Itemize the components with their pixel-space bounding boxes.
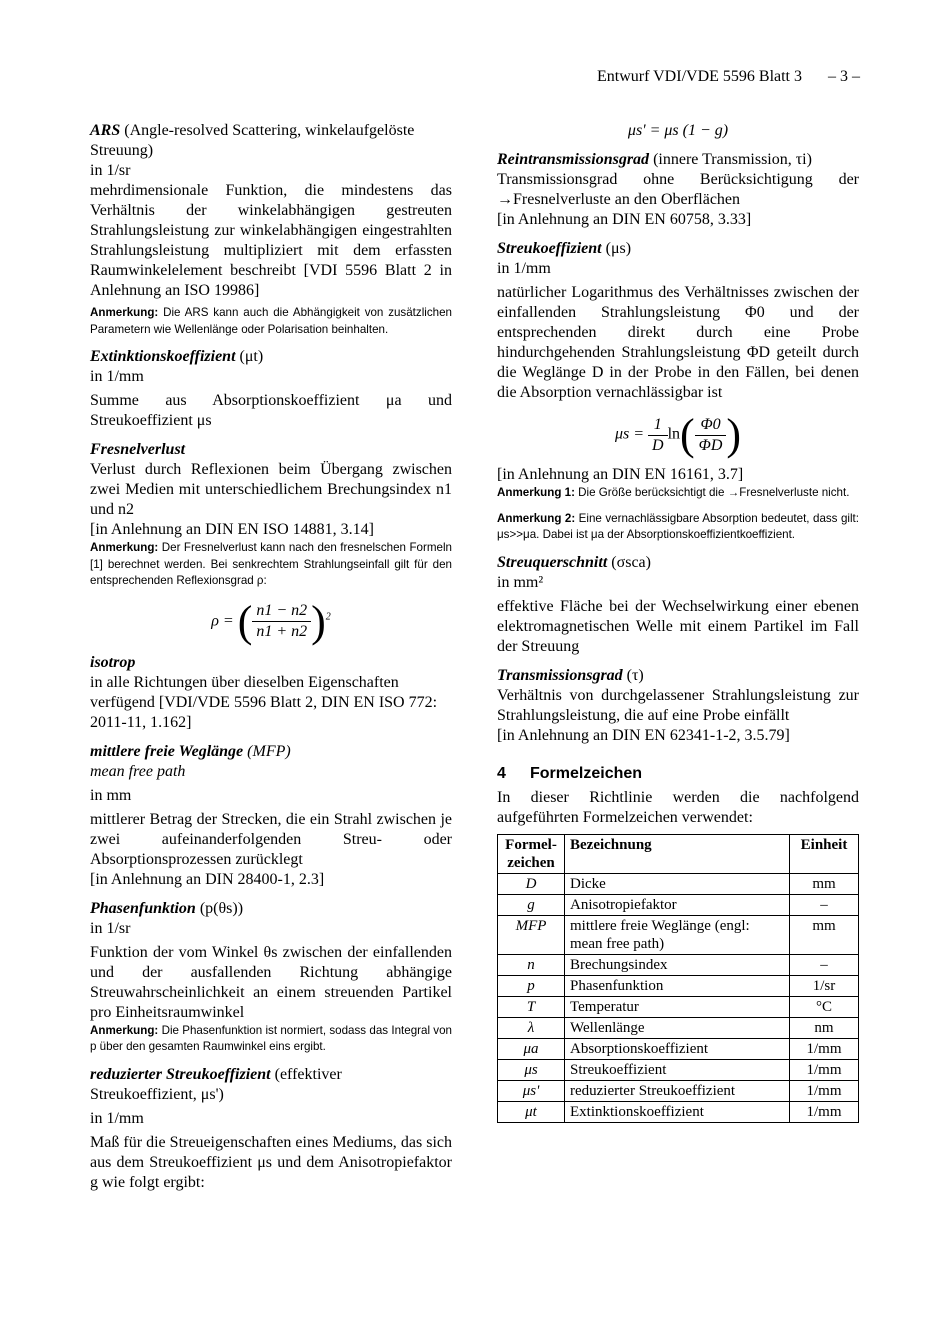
formula-num: n1 − n2: [252, 601, 311, 622]
extinction-unit: in 1/mm: [90, 368, 144, 385]
reduced-unit: in 1/mm: [90, 1109, 144, 1127]
ars-note: Anmerkung: Die ARS kann auch die Abhängigkeit von zusätzlichen Parametern wie Wellenlänge oder Polarisation beinhalten.: [90, 306, 452, 336]
formula-exp: 2: [325, 610, 331, 622]
reintrans-desc: (innere Transmission, τi): [649, 151, 812, 168]
entry-transmission: [497, 666, 859, 746]
formula-den: n1 + n2: [256, 623, 308, 640]
page-header: [597, 68, 860, 86]
entry-streukoeff: [497, 239, 859, 544]
formula-lhs: ρ =: [211, 612, 234, 630]
table-row: MFP mittlere freie Weglänge (engl: mean free path) mm: [498, 915, 859, 954]
mfp-ref: [in Anlehnung an DIN 28400-1, 2.3]: [90, 870, 325, 888]
entry-fresnel: [90, 440, 452, 644]
entry-extinction: [90, 347, 452, 431]
col-header-name: Bezeichnung: [565, 834, 790, 873]
isotrop-definition: in alle Richtungen über dieselben Eigenschaften verfügend [VDI/VDE 5596 Blatt 2, DIN EN ISO 772: 2011-11, 1.162]: [90, 673, 438, 731]
term-fresnel: Fresnelverlust: [90, 441, 186, 458]
table-row: λ Wellenlänge nm: [498, 1017, 859, 1038]
table-row: μt Extinktionskoeffizient 1/mm: [498, 1101, 859, 1122]
ars-unit: in 1/sr: [90, 162, 131, 179]
entry-reduced: [90, 1065, 452, 1193]
header-title: Entwurf VDI/VDE 5596 Blatt 3: [596, 68, 802, 85]
phase-note: Anmerkung: Die Phasenfunktion ist normiert, sodass das Integral von p über den gesamten Raumwinkel eins ergibt.: [90, 1023, 452, 1053]
entry-isotrop: [90, 653, 452, 733]
querschnitt-unit: in mm²: [497, 573, 544, 591]
reintrans-ref: [in Anlehnung an DIN EN 60758, 3.33]: [497, 211, 752, 228]
ars-definition: mehrdimensionale Funktion, die mindestens das Verhältnis der winkelabhängigen gestreuten Strahlungsleistung zur winkelabhängigen eingestrahlten Strahlungsleistung multipliziert mit dem erfassten Raumwinkelelement beschreibt [VDI 5596 Blatt 2 in Anlehnung an ISO 19986]: [90, 182, 452, 299]
fresnel-note: Anmerkung: Der Fresnelverlust kann nach den fresnelschen Formeln [1] berechnet werden. Bei senkrechtem Strahlungseinfall gilt für den entsprechenden Reflexionsgrad ρ:: [90, 541, 452, 587]
section-number: 4: [497, 764, 506, 782]
querschnitt-symbol: (σsca): [607, 553, 651, 571]
phase-symbol: (p(θs)): [195, 899, 244, 917]
col-header-symbol: Formel-zeichen: [498, 834, 565, 873]
reduced-definition: Maß für die Streueigenschaften eines Mediums, das sich aus dem Streukoeffizient μs und dem Anisotropiefaktor g wie folgt ergibt:: [90, 1133, 452, 1191]
entry-ars: [90, 121, 452, 338]
mfp-symbol: (MFP): [243, 742, 291, 760]
fresnel-definition: Verlust durch Reflexionen beim Übergang zwischen zwei Medien mit unterschiedlichem Brechungsindex n1 und n2: [90, 461, 452, 518]
term-transmission: Transmissionsgrad: [497, 666, 623, 684]
fresnel-ref: [in Anlehnung an DIN EN ISO 14881, 3.14]: [90, 521, 374, 538]
streukoeff-unit: in 1/mm: [497, 260, 551, 277]
transmission-ref: [in Anlehnung an DIN EN 62341-1-2, 3.5.79]: [497, 726, 790, 744]
page-number: – 3 –: [828, 68, 860, 85]
section-title: Formelzeichen: [530, 764, 643, 782]
entry-phase: [90, 899, 452, 1056]
streukoeff-note2: Anmerkung 2: Eine vernachlässigbare Absorption bedeutet, dass gilt: μs>>μa. Dabei ist μa der Absorptionskoeffizientkoeffizient.: [497, 511, 859, 541]
term-phase: Phasenfunktion: [90, 899, 196, 917]
term-querschnitt: Streuquerschnitt: [497, 553, 608, 571]
entry-reintrans: [497, 150, 859, 230]
streukoeff-definition: natürlicher Logarithmus des Verhältnisses zwischen der einfallenden Strahlungsleistung Φ0 und der entsprechenden direkt durch eine Probe hindurchgehenden Strahlungsleistung ΦD geteilt durch die Weglänge D in der Probe in den Fällen, bei denen die Absorption vernachlässigbar ist: [497, 284, 859, 401]
term-streukoeff: Streukoeffizient: [497, 240, 602, 257]
streukoeff-formula: μs = $\frac{1}{D}$ ln( $\frac{\Phi 0}{\Phi D}$ ): [614, 410, 742, 459]
streukoeff-note1: Anmerkung 1: Die Größe berücksichtigt die →Fresnelverluste nicht.: [497, 486, 850, 499]
entry-mfp: [90, 742, 452, 890]
streukoeff-symbol: (μs): [601, 240, 632, 257]
extinction-definition: Summe aus Absorptionskoeffizient μa und Streukoeffizient μs: [90, 392, 452, 429]
term-extinction: Extinktionskoeffizient: [90, 348, 236, 365]
mfp-unit: in mm: [90, 786, 132, 804]
querschnitt-definition: effektive Fläche bei der Wechselwirkung einer ebenen elektromagnetischen Welle mit einem Partikel im Fall der Streuung: [497, 597, 859, 655]
entry-querschnitt: [497, 553, 859, 657]
streukoeff-ref: [in Anlehnung an DIN EN 16161, 3.7]: [497, 466, 744, 483]
extinction-symbol: (μt): [235, 348, 264, 365]
term-isotrop: isotrop: [90, 653, 136, 671]
section-intro: In dieser Richtlinie werden die nachfolgend aufgeführten Formelzeichen verwendet:: [497, 788, 859, 826]
table-row: D Dicke mm: [498, 873, 859, 894]
sk-formula-lhs: μs =: [614, 425, 644, 443]
fresnel-formula: ρ = ( $\frac{n1 - n2}{n1 + n2}$ )$^2$: [211, 596, 331, 646]
mfp-english: mean free path: [90, 762, 186, 780]
table-row: μa Absorptionskoeffizient 1/mm: [498, 1038, 859, 1059]
formula-reduced: μs' = μs (1 − g): [627, 122, 729, 139]
term-ars: ARS: [90, 122, 121, 139]
table-row: μs' reduzierter Streukoeffizient 1/mm: [498, 1080, 859, 1101]
reduced-desc: (effektiver Streukoeffizient, μs'): [90, 1065, 342, 1103]
transmission-definition: Verhältnis von durchgelassener Strahlungsleistung zur Strahlungsleistung, die auf eine Probe einfällt: [497, 686, 859, 724]
right-column: [497, 121, 859, 1123]
table-row: n Brechungsindex –: [498, 954, 859, 975]
table-header-row: [498, 834, 859, 873]
table-row: g Anisotropiefaktor –: [498, 894, 859, 915]
table-row: μs Streukoeffizient 1/mm: [498, 1059, 859, 1080]
table-row: p Phasenfunktion 1/sr: [498, 975, 859, 996]
phase-definition: Funktion der vom Winkel θs zwischen der einfallenden und der ausfallenden Richtung abhängige Streuwahrscheinlichkeit an einem streuenden Partikel pro Einheitsraumwinkel: [90, 943, 452, 1021]
transmission-symbol: (τ): [622, 666, 644, 684]
phase-unit: in 1/sr: [90, 919, 131, 937]
symbol-table: [497, 834, 859, 1123]
col-header-unit: Einheit: [790, 834, 859, 873]
term-reintrans: Reintransmissionsgrad: [497, 151, 650, 168]
left-column: [90, 121, 452, 1193]
term-mfp: mittlere freie Weglänge: [90, 742, 244, 760]
section-heading: [497, 764, 859, 784]
table-row: T Temperatur °C: [498, 996, 859, 1017]
mfp-definition: mittlerer Betrag der Strecken, die ein Strahl zwischen je zwei aufeinanderfolgenden Streu- oder Absorptionsprozessen zurücklegt: [90, 810, 452, 868]
reintrans-definition: Transmissionsgrad ohne Berücksichtigung der →Fresnelverluste an den Oberflächen: [497, 171, 859, 208]
term-reduced: reduzierter Streukoeffizient: [90, 1065, 271, 1083]
ars-desc: (Angle-resolved Scattering, winkelaufgelöste Streuung): [90, 122, 415, 159]
